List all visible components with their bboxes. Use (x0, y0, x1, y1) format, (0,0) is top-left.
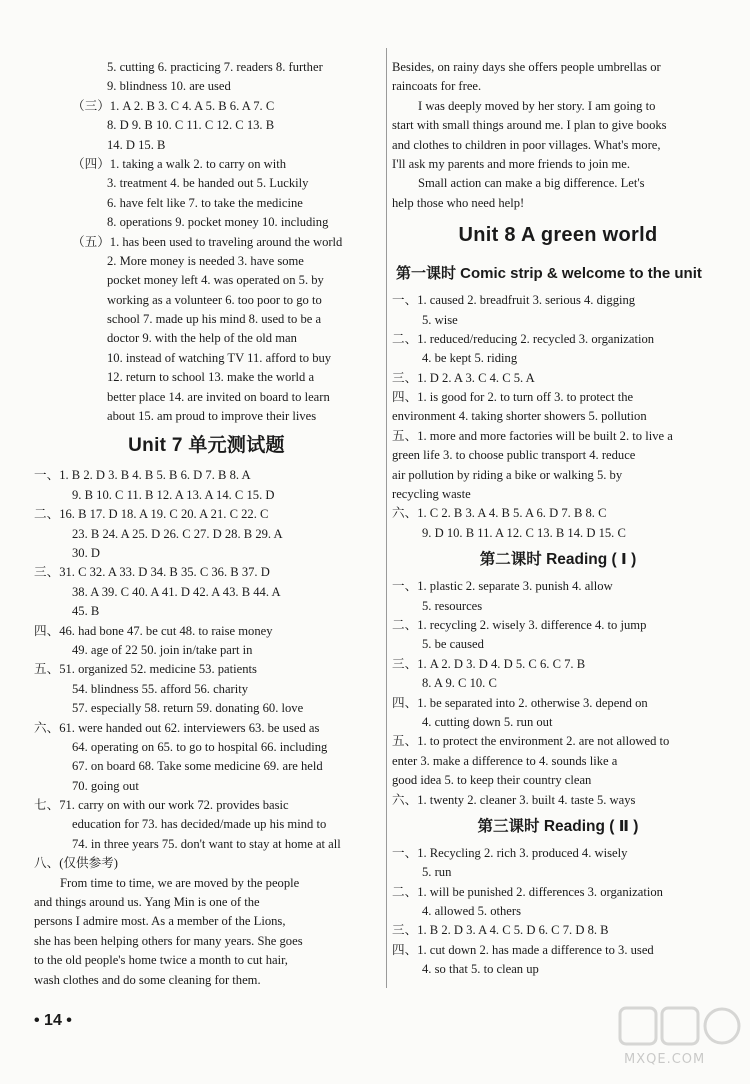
answer-line: 五、1. more and more factories will be built 2. to live a (392, 428, 673, 443)
lesson3-title: 第三课时 Reading ( Ⅱ ) (477, 817, 639, 835)
answer-line: 4. cutting down 5. run out (422, 714, 553, 729)
unit8-title: Unit 8 A green world (458, 224, 658, 247)
watermark-logo (616, 1004, 744, 1074)
answer-line: 5. wise (422, 312, 458, 327)
answer-line: 三、1. B 2. D 3. A 4. C 5. D 6. C 7. D 8. B (392, 923, 609, 938)
answer-line: 八、(仅供参考) (34, 856, 118, 871)
answer-line: 四、1. be separated into 2. otherwise 3. depend on (392, 695, 648, 710)
answer-line: 9. B 10. C 11. B 12. A 13. A 14. C 15. D (72, 487, 275, 502)
essay-line: and clothes to children in poor villages. What's more, (392, 137, 661, 152)
answer-line: 5. cutting 6. practicing 7. readers 8. further (107, 60, 323, 74)
answer-line: 三、31. C 32. A 33. D 34. B 35. C 36. B 37. D (34, 565, 270, 580)
answer-line: 64. operating on 65. to go to hospital 66. including (72, 739, 328, 754)
answer-line: 二、1. reduced/reducing 2. recycled 3. organization (392, 331, 655, 346)
answer-line: 六、1. twenty 2. cleaner 3. built 4. taste 5. ways (392, 792, 636, 807)
essay-line: wash clothes and do some cleaning for them. (34, 972, 261, 987)
answer-line: 4. be kept 5. riding (422, 351, 518, 366)
answer-line: 二、1. will be punished 2. differences 3. organization (392, 884, 663, 899)
essay-line: raincoats for free. (392, 79, 482, 94)
answer-line: recycling waste (392, 487, 471, 502)
answer-line: 9. blindness 10. are used (107, 79, 231, 94)
answer-line: enter 3. make a difference to 4. sounds like a (392, 753, 618, 768)
answer-line: working as a volunteer 6. too poor to go to (107, 292, 322, 307)
page-number: • 14 • (34, 1012, 72, 1029)
answer-line: 一、1. B 2. D 3. B 4. B 5. B 6. D 7. B 8. A (34, 468, 251, 483)
answer-line: 57. especially 58. return 59. donating 60. love (72, 701, 304, 716)
essay-line: Small action can make a big difference. Let's (418, 176, 645, 191)
answer-line: 9. D 10. B 11. A 12. C 13. B 14. D 15. C (422, 525, 626, 540)
answer-line: good idea 5. to keep their country clean (392, 773, 592, 788)
essay-line: Besides, on rainy days she offers people umbrellas or (392, 60, 661, 74)
answer-line: about 15. am proud to improve their lives (107, 409, 317, 424)
answer-line: school 7. made up his mind 8. used to be a (107, 312, 322, 327)
answer-line: 23. B 24. A 25. D 26. C 27. D 28. B 29. A (72, 526, 283, 541)
answer-line: 49. age of 22 50. join in/take part in (72, 642, 253, 657)
answer-line: education for 73. has decided/made up his mind to (72, 817, 327, 832)
answer-line: 五、1. to protect the environment 2. are not allowed to (392, 734, 670, 749)
answer-line: 3. treatment 4. be handed out 5. Luckily (107, 176, 309, 191)
answer-line: 67. on board 68. Take some medicine 69. are held (72, 759, 323, 774)
left-column (34, 58, 379, 990)
answer-line: 三、1. D 2. A 3. C 4. C 5. A (392, 370, 535, 385)
answer-line: 30. D (72, 545, 100, 560)
essay-line: I'll ask my parents and more friends to join me. (392, 156, 630, 171)
answer-line: 四、1. is good for 2. to turn off 3. to protect the (392, 390, 634, 405)
answer-line: 四、1. cut down 2. has made a difference to 3. used (392, 942, 654, 957)
answer-line: 6. have felt like 7. to take the medicine (107, 195, 303, 210)
lesson1-title: 第一课时 Comic strip & welcome to the unit (396, 265, 702, 283)
essay-line: to the old people's home twice a month to cut hair, (34, 953, 288, 968)
lesson2-title: 第二课时 Reading ( Ⅰ ) (479, 551, 637, 569)
answer-line: 4. so that 5. to clean up (422, 962, 539, 977)
answer-line: 8. operations 9. pocket money 10. including (107, 215, 329, 230)
right-column (392, 58, 724, 980)
answer-line: 五、51. organized 52. medicine 53. patients (34, 662, 257, 677)
essay-line: persons I admire most. As a member of the Lions, (34, 914, 286, 929)
answer-line: 2. More money is needed 3. have some (107, 253, 304, 268)
answer-line: 54. blindness 55. afford 56. charity (72, 681, 249, 696)
answer-line: 5. run (422, 865, 452, 880)
essay-line: I was deeply moved by her story. I am going to (418, 98, 656, 113)
answer-line: 8. A 9. C 10. C (422, 676, 497, 691)
answer-line: 38. A 39. C 40. A 41. D 42. A 43. B 44. A (72, 584, 281, 599)
watermark-text: MXQE.COM (624, 1052, 706, 1067)
answer-line: 二、1. recycling 2. wisely 3. difference 4. to jump (392, 617, 647, 632)
essay-line: From time to time, we are moved by the people (60, 875, 300, 890)
answer-line: environment 4. taking shorter showers 5. pollution (392, 409, 647, 424)
answer-line: 三、1. A 2. D 3. D 4. D 5. C 6. C 7. B (392, 656, 586, 671)
answer-line: 一、1. Recycling 2. rich 3. produced 4. wisely (392, 845, 628, 860)
answer-line: 4. allowed 5. others (422, 904, 521, 919)
answer-line: 10. instead of watching TV 11. afford to buy (107, 350, 332, 365)
answer-line: 8. D 9. B 10. C 11. C 12. C 13. B (107, 118, 275, 133)
answer-line: 5. be caused (422, 637, 484, 652)
essay-line: start with small things around me. I plan to give books (392, 118, 667, 133)
unit7-title: Unit 7 单元测试题 (128, 435, 285, 457)
essay-line: she has been helping others for many years. She goes (34, 933, 303, 948)
answer-line: （四）1. taking a walk 2. to carry on with (72, 156, 287, 171)
answer-line: 70. going out (72, 778, 139, 793)
essay-line: and things around us. Yang Min is one of the (34, 895, 260, 910)
answer-line: better place 14. are invited on board to learn (107, 389, 330, 404)
answer-line: 四、46. had bone 47. be cut 48. to raise money (34, 623, 273, 638)
answer-line: （五）1. has been used to traveling around the world (72, 234, 343, 249)
answer-line: 12. return to school 13. make the world a (107, 370, 315, 385)
column-divider (386, 48, 387, 988)
answer-line: 14. D 15. B (107, 137, 166, 152)
answer-line: 45. B (72, 604, 100, 619)
answer-line: doctor 9. with the help of the old man (107, 331, 297, 346)
answer-line: 5. resources (422, 598, 483, 613)
answer-line: （三）1. A 2. B 3. C 4. A 5. B 6. A 7. C (72, 98, 275, 113)
essay-line: help those who need help! (392, 195, 525, 210)
answer-line: 一、1. plastic 2. separate 3. punish 4. allow (392, 579, 613, 594)
answer-line: 74. in three years 75. don't want to stay at home at all (72, 836, 341, 851)
answer-line: pocket money left 4. was operated on 5. by (107, 273, 324, 288)
answer-line: 六、61. were handed out 62. interviewers 63. be used as (34, 720, 320, 735)
answer-line: 二、16. B 17. D 18. A 19. C 20. A 21. C 22. C (34, 507, 269, 522)
answer-line: 一、1. caused 2. breadfruit 3. serious 4. digging (392, 293, 636, 308)
answer-line: green life 3. to choose public transport 4. reduce (392, 448, 636, 463)
answer-line: 七、71. carry on with our work 72. provides basic (34, 798, 289, 813)
answer-line: air pollution by riding a bike or walking 5. by (392, 467, 623, 482)
answer-line: 六、1. C 2. B 3. A 4. B 5. A 6. D 7. B 8. C (392, 506, 607, 521)
